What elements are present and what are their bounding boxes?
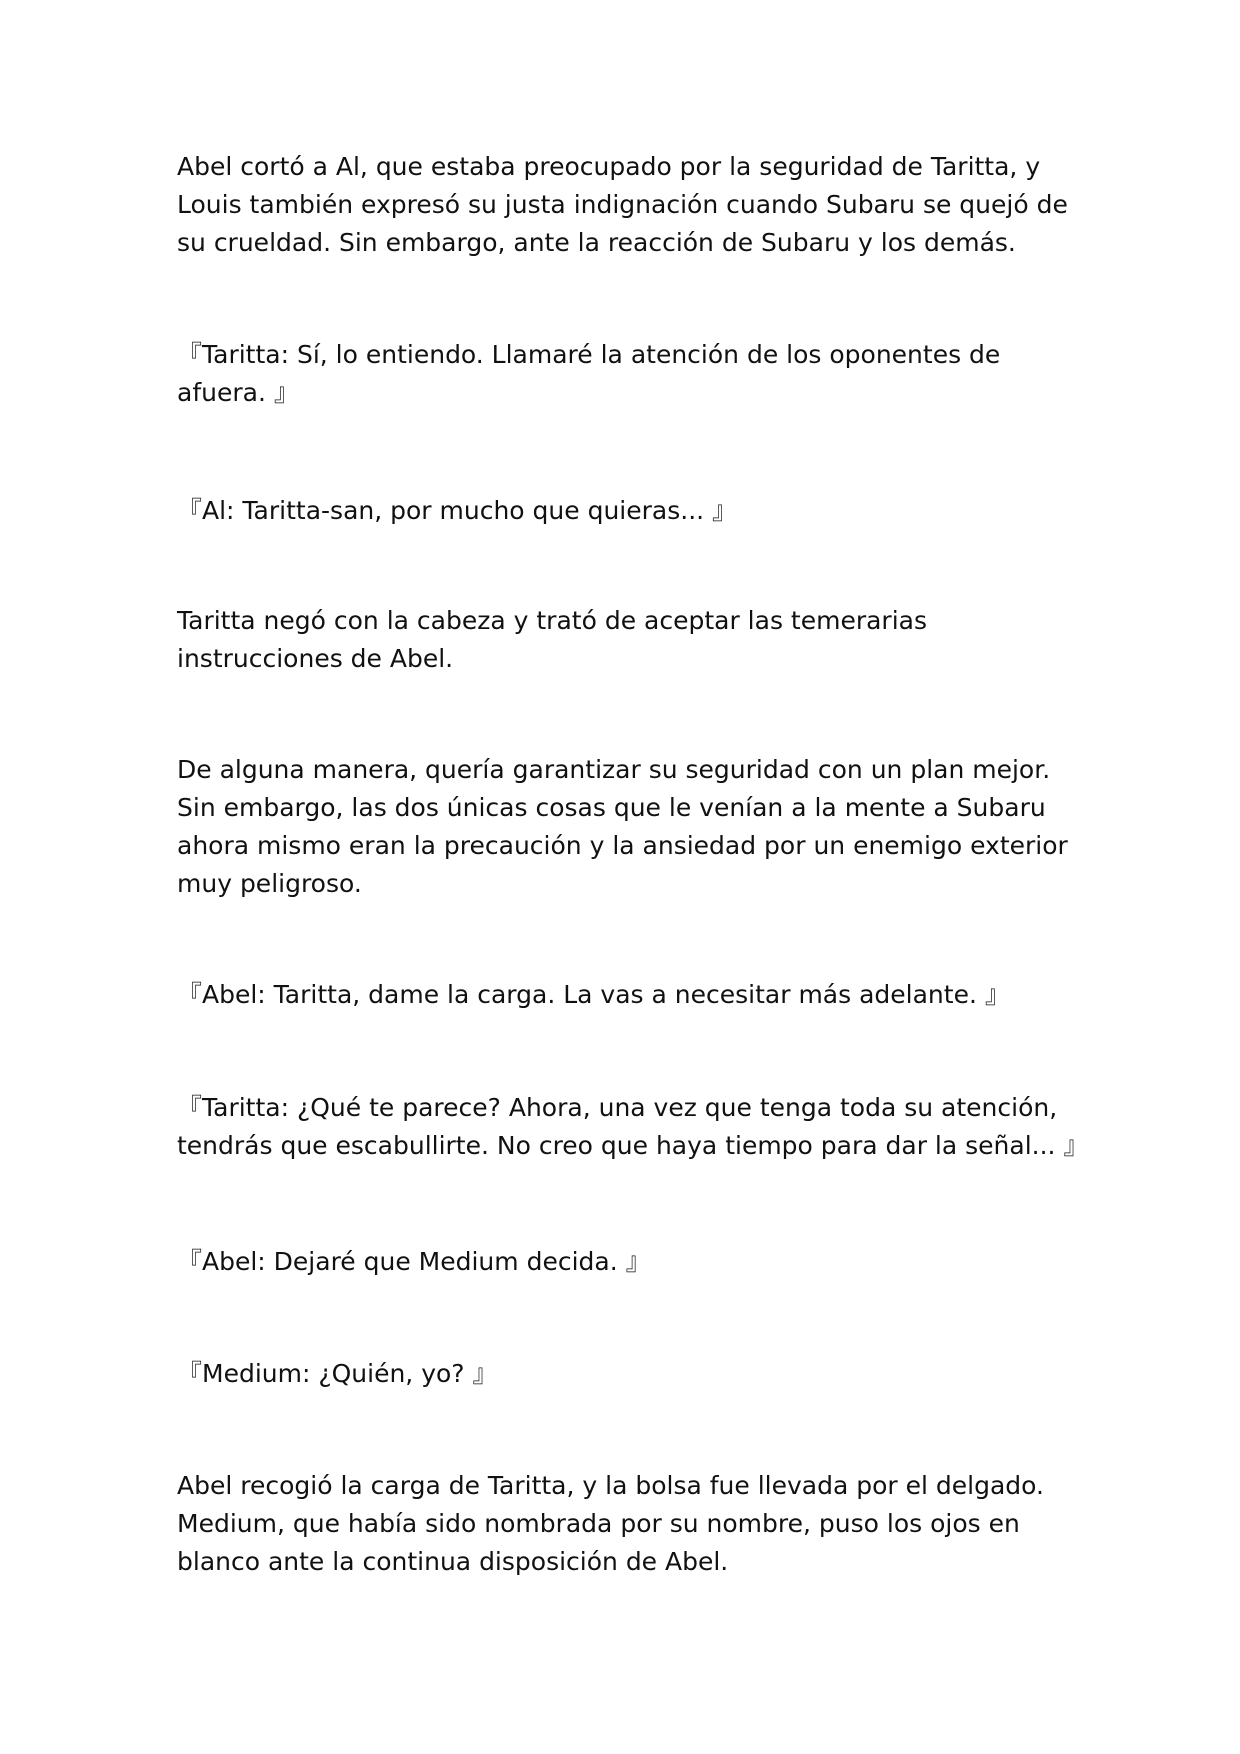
paragraph-narration-2: Taritta negó con la cabeza y trató de aceptar las temerarias instrucciones de Abel.: [177, 606, 927, 673]
paragraph-narration-4: Abel recogió la carga de Taritta, y la bolsa fue llevada por el delgado. Medium, que había sido nombrada por su nombre, puso los ojos en blanco ante la continua disposición de Abel.: [177, 1471, 1044, 1576]
paragraph-dialogue-abel-2: 『Abel: Dejaré que Medium decida. 』: [177, 1247, 651, 1276]
paragraph-narration-3: De alguna manera, quería garantizar su seguridad con un plan mejor. Sin embargo, las dos únicas cosas que le venían a la mente a Subaru ahora mismo eran la precaución y la ansiedad por un enemigo exterior muy peligroso.: [177, 755, 1068, 898]
paragraph-dialogue-al: 『Al: Taritta-san, por mucho que quieras... 』: [177, 496, 738, 525]
paragraph-dialogue-medium: 『Medium: ¿Quién, yo? 』: [177, 1359, 498, 1388]
paragraph-dialogue-abel-1: 『Abel: Taritta, dame la carga. La vas a necesitar más adelante. 』: [177, 980, 1010, 1009]
paragraph-narration-1: Abel cortó a Al, que estaba preocupado por la seguridad de Taritta, y Louis también expresó su justa indignación cuando Subaru se quejó de su crueldad. Sin embargo, ante la reacción de Subaru y los demás.: [177, 152, 1068, 257]
paragraph-dialogue-taritta-1: 『Taritta: Sí, lo entiendo. Llamaré la atención de los oponentes de afuera. 』: [177, 340, 1001, 407]
paragraph-dialogue-taritta-2: 『Taritta: ¿Qué te parece? Ahora, una vez que tenga toda su atención, tendrás que escabullirte. No creo que haya tiempo para dar la señal... 』: [177, 1093, 1089, 1160]
